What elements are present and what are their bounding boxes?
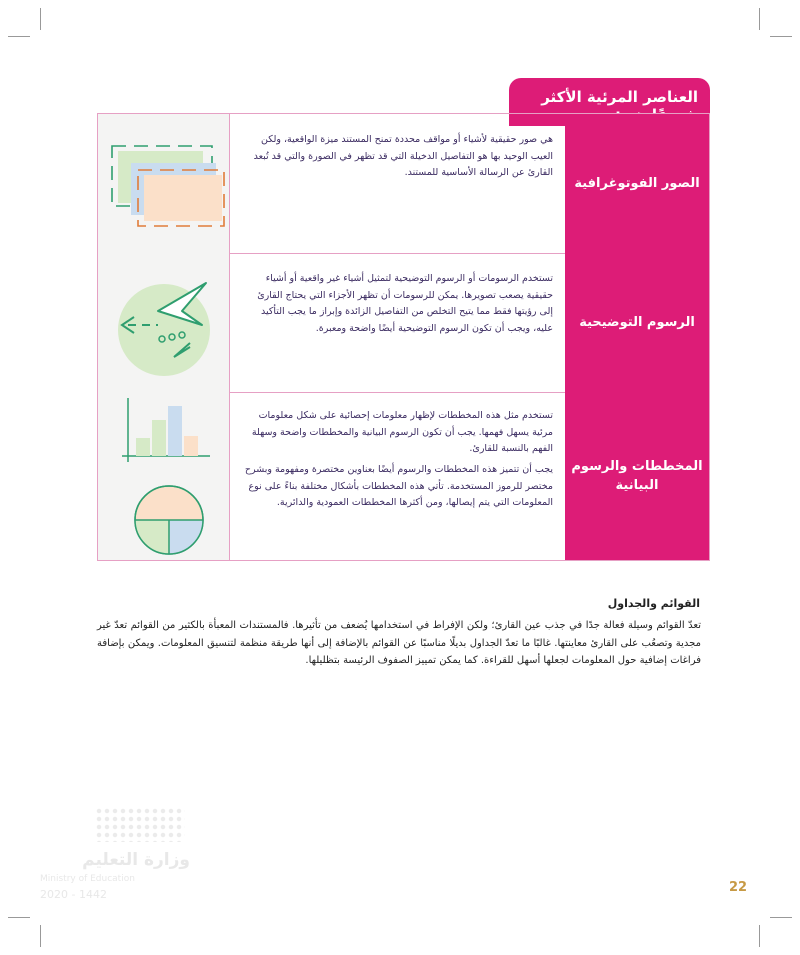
row-label: الصور الفوتوغرافية [565, 114, 709, 253]
photos-illustration-icon [98, 114, 229, 253]
description-paragraph: يجب أن تتميز هذه المخططات والرسوم أيضًا بعناوين مختصرة ومفهومة وبشرح مختصر للرموز المستخدمة. تأتي هذه المخططات بأشكال مختلفة بناءً على نوع المعلومات التي يتم إيصالها، ومن أكثرها المخططات العمودية والدائرية. [244, 463, 553, 509]
row-description [229, 114, 565, 253]
row-label: الرسوم التوضيحية [565, 253, 709, 392]
crop-mark [770, 917, 792, 918]
description-paragraph: هي صور حقيقية لأشياء أو مواقف محددة تمنح المستند ميزة الواقعية، ولكن العيب الوحيد بها هو التفاصيل الدخيلة التي قد تظهر في الصورة والتي قد تُبعد القارئ عن الرسالة الأساسية للمستند. [253, 134, 553, 179]
row-label: المخططات والرسوم البيانية [565, 392, 709, 560]
logo-dots-icon [95, 807, 185, 842]
table-row [98, 392, 709, 560]
description-paragraph: تستخدم الرسومات أو الرسوم التوضيحية لتمثيل أشياء غير واقعية أو أشياء حقيقية يصعب تصويرها. يمكن للرسومات أن تظهر الأجزاء التي يحتاج القارئ إلى رؤيتها فقط مما يتيح التخلص من التفاصيل الزائدة وإبراز ما يجب التأكيد عليه، ويجب أن تكون الرسوم التوضيحية أيضًا واضحة ومعبرة. [257, 273, 553, 334]
crop-mark [40, 925, 41, 947]
lists-title: القوائم والجداول [607, 597, 700, 610]
visual-elements-table [97, 113, 710, 561]
crop-mark [759, 8, 760, 30]
section-header: العناصر المرئية الأكثر [509, 78, 710, 126]
arrow-illustration-icon [98, 253, 229, 392]
lists-paragraph: تعدّ القوائم وسيلة فعالة جدًا في جذب عين القارئ؛ ولكن الإفراط في استخدامها يُضعف من تأثيرها. فالمستندات المعبأة بالكثير من القوائم تعدّ غير مجدية وتصعُب على القارئ معاينتها. غالبًا ما تعدّ الجداول بديلًا مناسبًا عن القوائم بالإضافة إلى أنها طريقة منظمة لتنسيق المعلومات. ويمكن بإضافة فراغات إضافية حول المعلومات لجعلها أسهل للقراءة. كما يمكن تمييز الصفوف الرئيسة بتظليلها. [97, 620, 701, 666]
page-number: 22 [729, 880, 748, 895]
crop-mark [8, 36, 30, 37]
row-description [229, 253, 565, 392]
crop-mark [8, 917, 30, 918]
logo-english: Ministry of Education [40, 874, 135, 884]
logo-arabic: وزارة التعليم [82, 850, 190, 870]
crop-mark [759, 925, 760, 947]
table-row [98, 253, 709, 393]
crop-mark [770, 36, 792, 37]
lists-body [97, 617, 701, 670]
charts-illustration-icon [98, 392, 229, 560]
row-description [229, 392, 565, 560]
ministry-logo [40, 802, 190, 912]
crop-mark [40, 8, 41, 30]
logo-year: 2020 - 1442 [40, 888, 107, 901]
description-paragraph: تستخدم مثل هذه المخططات لإظهار معلومات إحصائية على شكل معلومات مرئية يسهل فهمها. يجب أن تكون الرسوم البيانية والمخططات واضحة وسهلة الفهم بالنسبة للقارئ. [251, 410, 553, 455]
table-row [98, 114, 709, 254]
